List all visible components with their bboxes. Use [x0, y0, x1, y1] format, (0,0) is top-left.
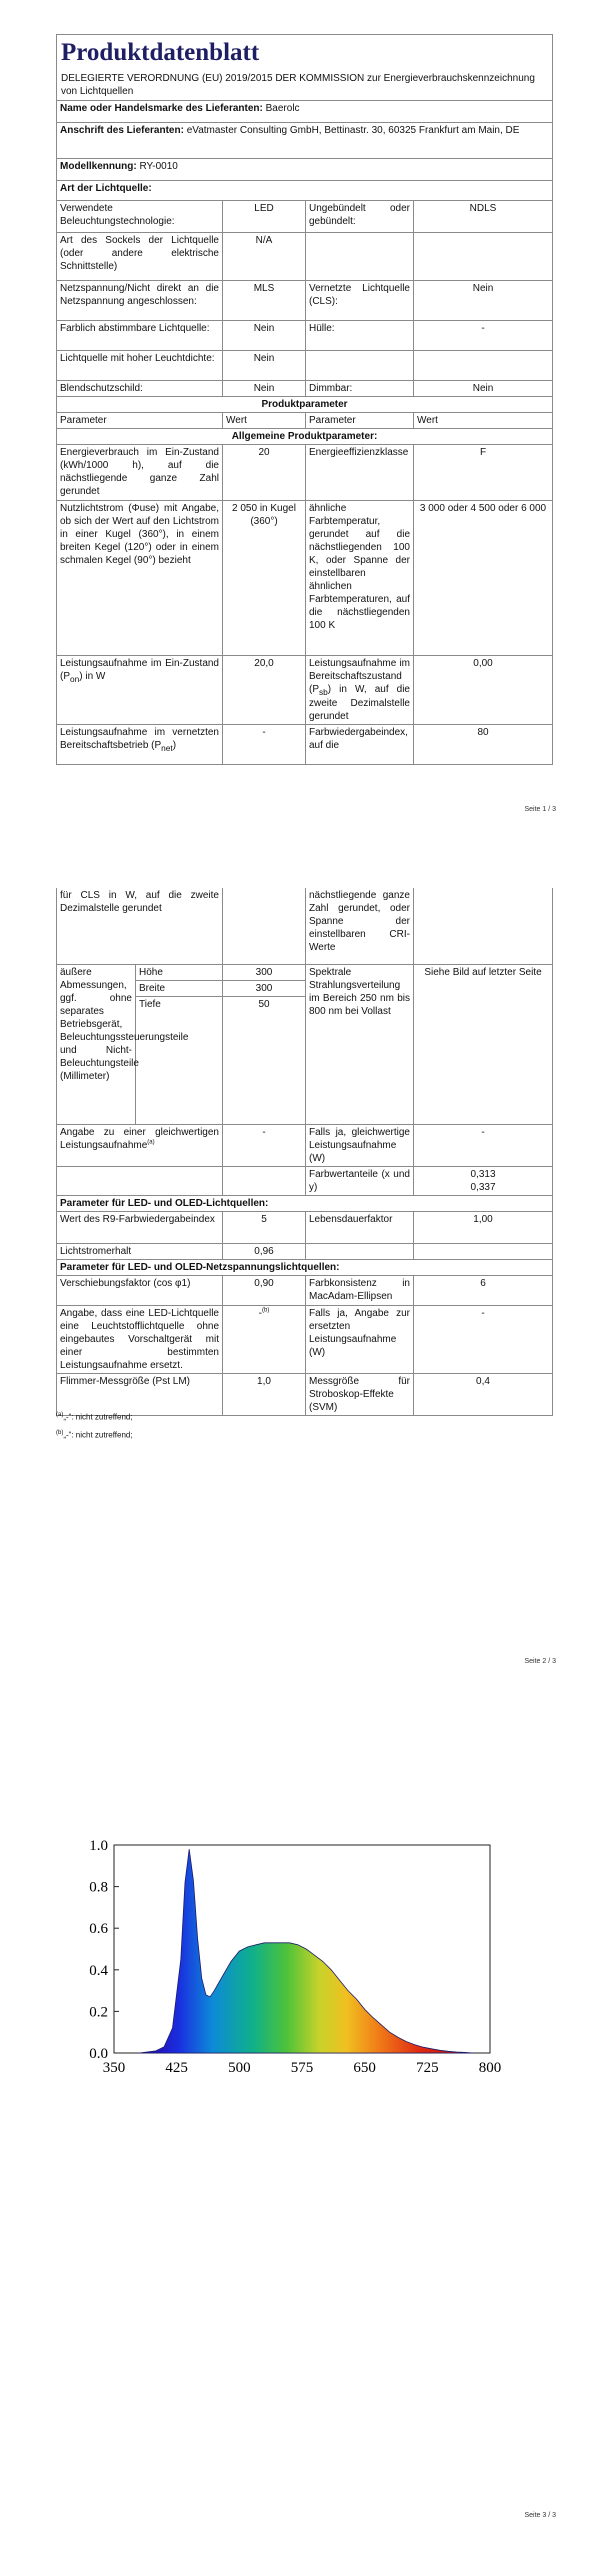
lifetime-factor-label: Lebensdauerfaktor	[306, 1211, 414, 1243]
equivalent-watt-label: Falls ja, gleichwertige Leistungsaufnahme (W)	[306, 1124, 414, 1166]
spectrum-area	[139, 1849, 473, 2053]
high-luminance-label: Lichtquelle mit hoher Leuchtdichte:	[57, 350, 223, 380]
y-tick-label: 1.0	[89, 1838, 108, 1854]
page-number-2: Seite 2 / 3	[524, 1658, 556, 1665]
high-luminance-value: Nein	[223, 350, 306, 380]
page-number-1: Seite 1 / 3	[524, 806, 556, 813]
power-network-value: -	[223, 725, 306, 765]
height-value: 300	[223, 964, 306, 980]
page-3	[0, 1688, 604, 2560]
sheet-title: Produktdatenblatt	[61, 39, 260, 66]
useful-flux-label: Nutzlichtstrom (Φuse) mit Angabe, ob sich der Wert auf den Lichtstrom in einer Kugel (360°), in einem breiten Kegel (120°) oder in einem schmalen Kegel (90°) bezieht	[57, 500, 223, 655]
footnote-a: $^{(a)}$„-“: nicht zutreffend;	[56, 1412, 133, 1422]
power-factor-value: 0,90	[223, 1275, 306, 1305]
mains-params-heading: Parameter für LED- und OLED-Netzspannungslichtquellen:	[57, 1259, 553, 1275]
depth-value: 50	[223, 996, 306, 1124]
macadam-value: 6	[414, 1275, 553, 1305]
spd-value: Siehe Bild auf letzter Seite	[414, 964, 553, 1124]
supplier-name-label: Name oder Handelsmarke des Lieferanten:	[60, 102, 263, 114]
flux-maintenance-label: Lichtstromerhalt	[57, 1243, 223, 1259]
page-2	[0, 830, 604, 1688]
y-tick-label: 0.6	[89, 1921, 108, 1938]
power-network-label: Leistungsaufnahme im vernetzten Bereitschaftsbetrieb $(P_{net})$	[57, 725, 223, 765]
power-factor-label: Verschiebungsfaktor (cos φ1)	[57, 1275, 223, 1305]
height-label: Höhe	[136, 964, 223, 980]
col-value-2: Wert	[414, 412, 553, 428]
energy-class-label: Energieeffizienzklasse	[306, 444, 414, 500]
cri-label-cont: nächstliegende ganze Zahl gerundet, oder Spanne der einstellbaren CRI-Werte	[306, 888, 414, 964]
x-tick-label: 425	[165, 2060, 188, 2076]
cri-value: 80	[414, 725, 553, 765]
flicker-value: 1,0	[223, 1373, 306, 1415]
cap-value: N/A	[223, 232, 306, 280]
supplier-name: Baerolc	[265, 102, 300, 114]
mains-label: Netzspannung/Nicht direkt an die Netzspannung angeschlossen:	[57, 280, 223, 320]
address: eVatmaster Consulting GmbH, Bettinastr. 30, 60325 Frankfurt am Main, DE	[186, 124, 520, 136]
dimmable-label: Dimmbar:	[306, 380, 414, 396]
x-tick-label: 725	[416, 2060, 439, 2076]
cct-label: ähnliche Farbtemperatur, gerundet auf die nächstliegenden 100 K, oder Spanne der einstellbaren ähnlichen Farbtemperaturen, auf die nächstliegenden 100 K	[306, 500, 414, 655]
y-tick-label: 0.0	[89, 2046, 108, 2062]
fluorescent-replacement-label: Angabe, dass eine LED-Lichtquelle eine Leuchtstofflichtquelle ohne eingebautes Vorschaltgerät mit einer bestimmten Leistungsaufnahme ersetzt.	[57, 1305, 223, 1373]
useful-flux-value: 2 050 in Kugel (360°)	[223, 500, 306, 655]
cct-value: 3 000 oder 4 500 oder 6 000	[414, 500, 553, 655]
glare-label: Blendschutzschild:	[57, 380, 223, 396]
datasheet-table-page1	[56, 34, 553, 765]
connected-label: Vernetzte Lichtquelle (CLS):	[306, 280, 414, 320]
flux-maintenance-value: 0,96	[223, 1243, 306, 1259]
chromaticity-value: 0,313 0,337	[414, 1166, 553, 1195]
width-value: 300	[223, 980, 306, 996]
x-tick-label: 800	[478, 2060, 502, 2076]
bundled-label: Ungebündelt oder gebündelt:	[306, 200, 414, 232]
datasheet-table-page2	[56, 888, 553, 1416]
svm-label: Messgröße für Stroboskop-Effekte (SVM)	[306, 1373, 414, 1415]
flicker-label: Flimmer-Messgröße (Pst LM)	[57, 1373, 223, 1415]
energy-class-value: F	[414, 444, 553, 500]
y-tick-label: 0.4	[89, 1962, 108, 1979]
footnote-b: $^{(b)}$„-“: nicht zutreffend;	[56, 1430, 133, 1440]
tech-label: Verwendete Beleuchtungstechnologie:	[57, 200, 223, 232]
dimensions-label: äußere Abmessungen, ggf. ohne separates Betriebsgerät, Beleuchtungssteuerungsteile und Nicht-Beleuchtungsteile (Millimeter)	[57, 964, 136, 1124]
envelope-value: -	[414, 320, 553, 350]
fluorescent-replacement-value: -$^{(b)}$	[223, 1305, 306, 1373]
connected-value: Nein	[414, 280, 553, 320]
macadam-label: Farbkonsistenz in MacAdam-Ellipsen	[306, 1275, 414, 1305]
replaced-power-value: -	[414, 1305, 553, 1373]
tech-value: LED	[223, 200, 306, 232]
col-value-1: Wert	[223, 412, 306, 428]
bundled-value: NDLS	[414, 200, 553, 232]
width-label: Breite	[136, 980, 223, 996]
general-params-heading: Allgemeine Produktparameter:	[57, 428, 553, 444]
lightsource-type-heading: Art der Lichtquelle:	[57, 180, 553, 200]
power-on-value: 20,0	[223, 655, 306, 725]
dimmable-value: Nein	[414, 380, 553, 396]
x-tick-label: 575	[290, 2060, 314, 2076]
cri-label: Farbwiedergabeindex, auf die	[306, 725, 414, 765]
x-tick-label: 650	[353, 2060, 376, 2076]
power-on-label: Leistungsaufnahme im Ein-Zustand $(P_{on})$ in W	[57, 655, 223, 725]
x-tick-label: 350	[102, 2060, 126, 2076]
equivalent-watt-value: -	[414, 1124, 553, 1166]
address-label: Anschrift des Lieferanten:	[60, 124, 184, 136]
r9-label: Wert des R9-Farbwiedergabeindex	[57, 1211, 223, 1243]
model-label: Modellkennung:	[60, 160, 137, 172]
cap-label: Art des Sockels der Lichtquelle (oder andere elektrische Schnittstelle)	[57, 232, 223, 280]
col-parameter-2: Parameter	[306, 412, 414, 428]
envelope-label: Hülle:	[306, 320, 414, 350]
lifetime-factor-value: 1,00	[414, 1211, 553, 1243]
r9-value: 5	[223, 1211, 306, 1243]
equivalent-power-value: -	[223, 1124, 306, 1166]
power-standby-label: Leistungsaufnahme im Bereitschaftszustand $(P_{sb})$ in W, auf die zweite Dezimalstelle gerundet	[306, 655, 414, 725]
svm-value: 0,4	[414, 1373, 553, 1415]
replaced-power-label: Falls ja, Angabe zur ersetzten Leistungsaufnahme (W)	[306, 1305, 414, 1373]
x-tick-label: 500	[228, 2060, 251, 2076]
y-tick-label: 0.8	[89, 1879, 108, 1896]
model-id: RY-0010	[139, 160, 178, 172]
page-number-3: Seite 3 / 3	[524, 2512, 556, 2519]
depth-label: Tiefe	[136, 996, 223, 1124]
y-axis	[89, 1838, 119, 2062]
power-network-label-cont: für CLS in W, auf die zweite Dezimalstelle gerundet	[57, 888, 223, 964]
colour-tunable-label: Farblich abstimmbare Lichtquelle:	[57, 320, 223, 350]
product-params-heading: Produktparameter	[57, 396, 553, 412]
colour-tunable-value: Nein	[223, 320, 306, 350]
chromaticity-label: Farbwertanteile (x und y)	[306, 1166, 414, 1195]
spectral-distribution-chart	[0, 1830, 604, 2130]
spd-label: Spektrale Strahlungsverteilung im Bereich 250 nm bis 800 nm bei Vollast	[306, 964, 414, 1124]
energy-on-label: Energieverbrauch im Ein-Zustand (kWh/1000 h), auf die nächstliegende ganze Zahl gerundet	[57, 444, 223, 500]
energy-on-value: 20	[223, 444, 306, 500]
mains-value: MLS	[223, 280, 306, 320]
y-tick-label: 0.2	[89, 2004, 108, 2021]
page-1	[0, 0, 604, 830]
regulation-text: DELEGIERTE VERORDNUNG (EU) 2019/2015 DER KOMMISSION zur Energieverbrauchskennzeichnung von Lichtquellen	[61, 72, 535, 97]
glare-value: Nein	[223, 380, 306, 396]
equivalent-power-label: Angabe zu einer gleichwertigen Leistungsaufnahme$^{(a)}$	[57, 1124, 223, 1166]
power-standby-value: 0,00	[414, 655, 553, 725]
led-params-heading: Parameter für LED- und OLED-Lichtquellen:	[57, 1195, 553, 1211]
col-parameter-1: Parameter	[57, 412, 223, 428]
